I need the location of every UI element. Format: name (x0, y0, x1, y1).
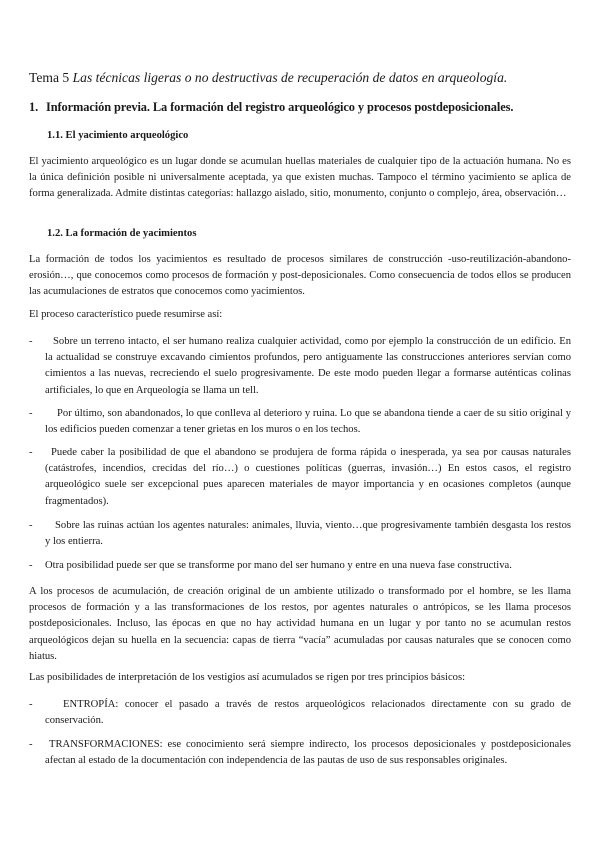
paragraph-interpretacion: Las posibilidades de interpretación de los vestigios así acumulados se rigen por tres principios básicos: (29, 672, 466, 683)
list-dash: - (29, 739, 33, 750)
paragraph-formacion: La formación de todos los yacimientos es resultado de procesos similares de construcción -uso-reutilización-abandono-erosión…, que conocemos como procesos de formación y post-deposicionales. Como consecuencia de todos ellos se producen las acumulaciones de estratos que conocemos como yacimientos. (29, 254, 571, 298)
subsection-1-1-heading: 1.1. El yacimiento arqueológico (47, 130, 189, 141)
list-dash: - (29, 520, 33, 531)
list-item (29, 445, 571, 510)
section-1-text: Información previa. La formación del registro arqueológico y procesos postdeposicionales. (46, 100, 514, 114)
list-item (29, 518, 571, 550)
list-item (29, 406, 571, 438)
paragraph-yacimiento: El yacimiento arqueológico es un lugar donde se acumulan huellas materiales de cualquier tipo de la actuación humana. No es la única definición posible ni universalmente aceptada, ya que existen muchas. Tampoco el término yacimiento se aplica de forma generalizada. Admite distintas categorías: hallazgo aislado, sitio, monumento, conjunto o complejo, área, observación… (29, 156, 571, 200)
list-dash: - (29, 560, 33, 571)
list-item (29, 334, 571, 399)
list-dash: - (29, 699, 33, 710)
paragraph-proceso: El proceso característico puede resumirse así: (29, 309, 223, 320)
list-item-text: Otra posibilidad puede ser que se transforme por mano del ser humano y entre en una nueva fase constructiva. (45, 560, 512, 571)
list-item-text: Sobre un terreno intacto, el ser humano realiza cualquier actividad, como por ejemplo la construcción de un edificio. En la actualidad se construye excavando cimientos profundos, pero antiguamente las construcciones anteriores servían como cimientos a las nuevas, recreciendo el suelo progresivamente. De este modo pueden llegar a formarse auténticas colinas artificiales, lo que en Arqueología se llama un tell. (45, 336, 571, 396)
list-item (29, 737, 571, 769)
title-prefix: Tema 5 (29, 70, 73, 85)
list-item-text: Por último, son abandonados, lo que conlleva al deterioro y ruina. Lo que se abandona tiende a caer de su sitio original y los edificios pueden comenzar a tener grietas en los muros o en los techos. (45, 408, 571, 436)
list-item-text: Puede caber la posibilidad de que el abandono se produjera de forma rápida o inesperada, ya sea por causas naturales (catástrofes, incendios, crecidas del río…) o cuestiones políticas (guerras, invasión…) En estos casos, el registro arqueológico suele ser excepcional pues aparecen materiales de mayor importancia y en ocasiones completos (aunque fragmentados). (45, 447, 571, 507)
document-title (29, 69, 574, 87)
list-item (29, 697, 571, 729)
section-1-heading (29, 99, 574, 115)
list-item (29, 558, 571, 574)
paragraph-acumulacion: A los procesos de acumulación, de creación original de un ambiente utilizado o transformado por el hombre, se les llama procesos de formación y a las transformaciones de los restos, por agentes naturales o antrópicos, se les llama procesos postdeposicionales. Incluso, las épocas en que no hay actividad humana en un lugar y por tanto no se acumulan restos arqueológicos dejan su huella en la secuencia: capas de tierra “vacía” acumuladas por causas naturales que se conocen como hiatus. (29, 586, 571, 662)
title-italic: Las técnicas ligeras o no destructivas de recuperación de datos en arqueología. (72, 70, 508, 85)
list-dash: - (29, 447, 33, 458)
list-item-text: Sobre las ruinas actúan los agentes naturales: animales, lluvia, viento…que progresivamente también desgasta los restos y los entierra. (45, 520, 571, 548)
list-item-text: TRANSFORMACIONES: ese conocimiento será siempre indirecto, los procesos deposicionales y postdeposicionales afectan al estado de la documentación con independencia de las pautas de uso de sus responsables originales. (45, 739, 571, 767)
section-1-number: 1. (29, 100, 39, 114)
list-dash: - (29, 336, 33, 347)
list-item-text: ENTROPÍA: conocer el pasado a través de restos arqueológicos relacionados directamente con su grado de conservación. (45, 699, 571, 727)
list-dash: - (29, 408, 33, 419)
subsection-1-2-heading: 1.2. La formación de yacimientos (47, 228, 197, 239)
